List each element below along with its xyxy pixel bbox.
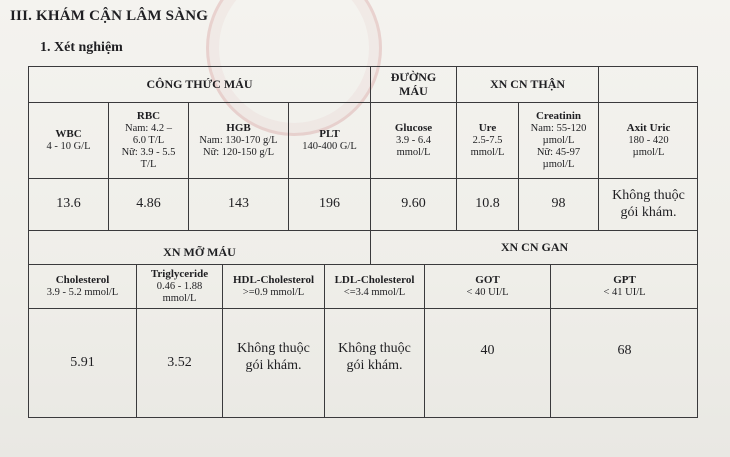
value-got: 40	[424, 308, 550, 418]
test-range: 3.9 - 6.4	[396, 134, 431, 146]
test-range: mmol/L	[396, 146, 431, 158]
test-name: Creatinin	[535, 110, 582, 123]
test-name: WBC	[55, 128, 82, 141]
group-header-xn-cn-than	[456, 66, 598, 102]
test-cell-rbc	[108, 102, 188, 178]
test-range: mmol/L	[162, 292, 197, 304]
group-label: XN CN GAN	[500, 239, 569, 254]
test-range: >=0.9 mmol/L	[242, 286, 305, 298]
lab-results-table	[28, 66, 698, 418]
test-range: 0.46 - 1.88	[156, 280, 203, 292]
test-name: Glucose	[394, 122, 433, 135]
test-cell-ure	[456, 102, 518, 178]
test-range: Nữ: 45-97	[536, 146, 581, 158]
test-cell-gpt	[550, 264, 698, 308]
value-rbc: 4.86	[108, 178, 188, 230]
test-name: LDL-Cholesterol	[334, 274, 415, 287]
test-cell-cholesterol	[28, 264, 136, 308]
test-name: GPT	[613, 274, 636, 287]
test-range: 2.5-7.5	[472, 134, 503, 146]
group-label: XN MỠ MÁU	[163, 245, 236, 260]
group-header-xn-cn-gan	[370, 230, 698, 264]
test-range: 180 - 420	[628, 134, 669, 146]
test-cell-hdl	[222, 264, 324, 308]
value-gpt: 68	[550, 308, 698, 418]
test-range: 4 - 10 G/L	[46, 140, 91, 152]
test-range: Nữ: 120-150 g/L	[202, 146, 275, 158]
value-plt: 196	[288, 178, 370, 230]
value-wbc: 13.6	[28, 178, 108, 230]
test-range: 3.9 - 5.2 mmol/L	[46, 286, 119, 298]
value-ure: 10.8	[456, 178, 518, 230]
test-name: Triglyceride	[150, 268, 209, 281]
value-ldl	[324, 308, 424, 418]
test-cell-ldl	[324, 264, 424, 308]
test-range: 140-400 G/L	[302, 140, 357, 152]
value-text: Không thuộc	[612, 187, 685, 203]
group-label: ĐƯỜNG	[390, 69, 437, 84]
test-cell-triglyceride	[136, 264, 222, 308]
test-cell-got	[424, 264, 550, 308]
test-name: HGB	[226, 122, 251, 135]
group-header-empty	[598, 66, 698, 102]
group-header-cong-thuc-mau	[28, 66, 370, 102]
value-creatinin: 98	[518, 178, 598, 230]
test-name: Axit Uric	[626, 122, 671, 135]
group-label: CÔNG THỨC MÁU	[146, 76, 253, 91]
group-label: MÁU	[399, 83, 428, 98]
value-cholesterol: 5.91	[28, 308, 136, 418]
value-hdl	[222, 308, 324, 418]
value-triglyceride: 3.52	[136, 308, 222, 418]
test-cell-hgb	[188, 102, 288, 178]
test-range: µmol/L	[632, 146, 665, 158]
test-range: < 40 UI/L	[466, 286, 509, 298]
value-text: gói khám.	[245, 357, 302, 373]
test-range: Nam: 130-170 g/L	[199, 134, 278, 146]
test-name: RBC	[136, 110, 161, 123]
test-range: Nam: 55-120	[530, 122, 587, 134]
test-range: 6.0 T/L	[132, 134, 165, 146]
group-header-xn-mo-mau	[28, 230, 370, 264]
test-range: mmol/L	[470, 146, 505, 158]
test-range: µmol/L	[542, 158, 575, 170]
value-axit-uric	[598, 178, 698, 230]
group-label: XN CN THẬN	[489, 76, 566, 91]
value-text: Không thuộc	[338, 341, 411, 356]
test-cell-glucose	[370, 102, 456, 178]
test-cell-wbc	[28, 102, 108, 178]
test-range: < 41 UI/L	[603, 286, 646, 298]
value-text: Không thuộc	[237, 341, 310, 356]
test-name: PLT	[319, 128, 340, 141]
value-text: gói khám.	[346, 357, 403, 373]
test-name: Cholesterol	[55, 274, 110, 287]
group-header-duong-mau	[370, 66, 456, 102]
test-cell-creatinin	[518, 102, 598, 178]
section-title: III. KHÁM CẬN LÂM SÀNG	[10, 8, 209, 24]
value-text: gói khám.	[620, 204, 677, 220]
test-name: Ure	[478, 122, 497, 135]
test-range: <=3.4 mmol/L	[343, 286, 406, 298]
test-cell-axit-uric	[598, 102, 698, 178]
test-range: T/L	[140, 158, 157, 170]
test-cell-plt	[288, 102, 370, 178]
test-range: Nữ: 3.9 - 5.5	[121, 146, 176, 158]
test-range: Nam: 4.2 –	[125, 122, 172, 134]
value-hgb: 143	[188, 178, 288, 230]
test-name: HDL-Cholesterol	[232, 274, 315, 287]
subsection-title: 1. Xét nghiệm	[40, 40, 123, 55]
test-name: GOT	[475, 274, 500, 287]
test-range: µmol/L	[542, 134, 575, 146]
value-glucose: 9.60	[370, 178, 456, 230]
